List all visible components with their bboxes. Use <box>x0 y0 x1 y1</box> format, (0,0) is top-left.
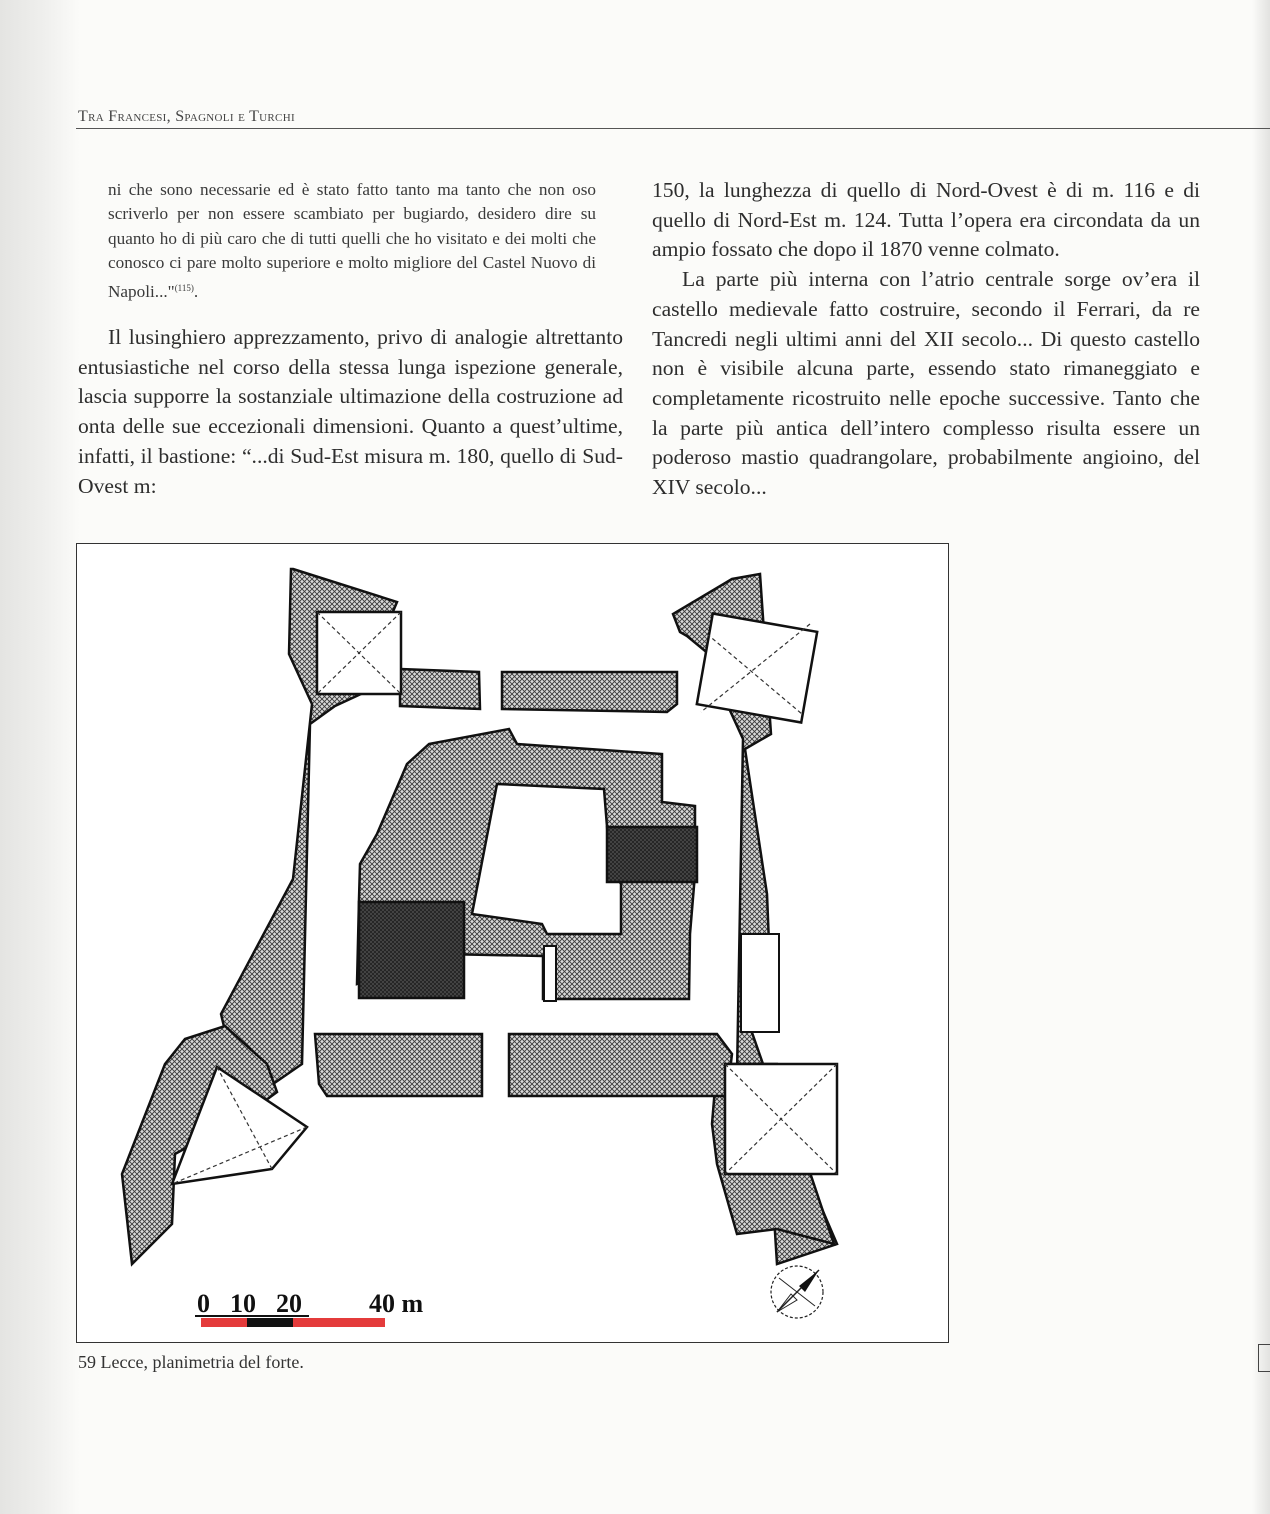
scale-label-20: 20 <box>276 1289 302 1318</box>
fort-floor-plan <box>77 544 950 1344</box>
dark-hall-west <box>359 902 464 998</box>
north-arrow-icon <box>771 1266 823 1318</box>
ne-room <box>697 613 817 722</box>
quote-end: . <box>193 281 199 301</box>
header-rule <box>76 128 1270 129</box>
north-curtain-east <box>502 672 677 712</box>
dark-hall-east <box>607 827 697 882</box>
passage-east <box>741 934 779 1032</box>
scale-segment-10-20 <box>247 1318 293 1327</box>
left-column <box>78 323 623 501</box>
left-paragraph: Il lusinghiero apprezzamento, privo di analogie altrettanto entusiastiche nel corso della stessa lunga ispezione generale, lascia supporre la sostanziale ultimazione della costruzione ad onta delle sue eccezionali dimensioni. Quanto a quest’ultime, infatti, il bastione: “...di Sud-Est misura m. 180, quello di Sud-Ovest m: <box>78 325 623 498</box>
page-edge-mark <box>1258 1344 1270 1372</box>
south-curtain-west <box>315 1034 482 1096</box>
scale-label-0: 0 <box>197 1289 210 1318</box>
right-paragraph-2: La parte più interna con l’atrio centrale sorge ov’era il castello medievale fatto costruire, secondo il Ferrari, da re Tancredi negli ultimi anni del XII secolo... Di questo castello non è visibile alcuna parte, essendo stato rimaneggiato e completamente ricostruito nelle epoche successive. Tanto che la parte più antica dell’intero complesso risulta essere un poderoso mastio quadrangolare, probabilmente angioino, del XIV secolo... <box>652 267 1200 500</box>
page-edge-shadow <box>1252 0 1270 1514</box>
south-curtain-east <box>509 1034 732 1096</box>
scale-segment-20-40 <box>293 1318 385 1327</box>
right-column <box>652 176 1200 503</box>
running-head: Tra Francesi, Spagnoli e Turchi <box>78 108 295 125</box>
quote-text: ni che sono necessarie ed è stato fatto tanto ma tanto che non oso scriverlo per non essere scambiato per bugiardo, desidero dire su quanto ho di più caro che di tutti quelli che ho visitato e dei molti che conosco ci pare molto superiore e molto migliore del Castel Nuovo di Napoli..." <box>108 180 596 301</box>
scale-label-40: 40 m <box>369 1289 424 1318</box>
page-gutter-shadow <box>0 0 80 1514</box>
passage-south <box>544 946 556 1001</box>
block-quote <box>108 178 596 304</box>
floor-plan-figure <box>76 543 949 1343</box>
right-paragraph-1: 150, la lunghezza di quello di Nord-Ovest è di m. 116 e di quello di Nord-Est m. 124. Tutta l’opera era circondata da un ampio fossato che dopo il 1870 venne colmato. <box>652 178 1200 262</box>
scale-segment-0-10 <box>201 1318 247 1327</box>
scale-bar <box>195 1289 424 1327</box>
central-castle <box>357 729 697 999</box>
inner-courtyard <box>472 784 621 934</box>
scale-label-10: 10 <box>230 1289 256 1318</box>
footnote-ref: (115) <box>174 282 194 293</box>
north-curtain-west <box>400 669 480 709</box>
figure-caption: 59 Lecce, planimetria del forte. <box>78 1352 304 1372</box>
